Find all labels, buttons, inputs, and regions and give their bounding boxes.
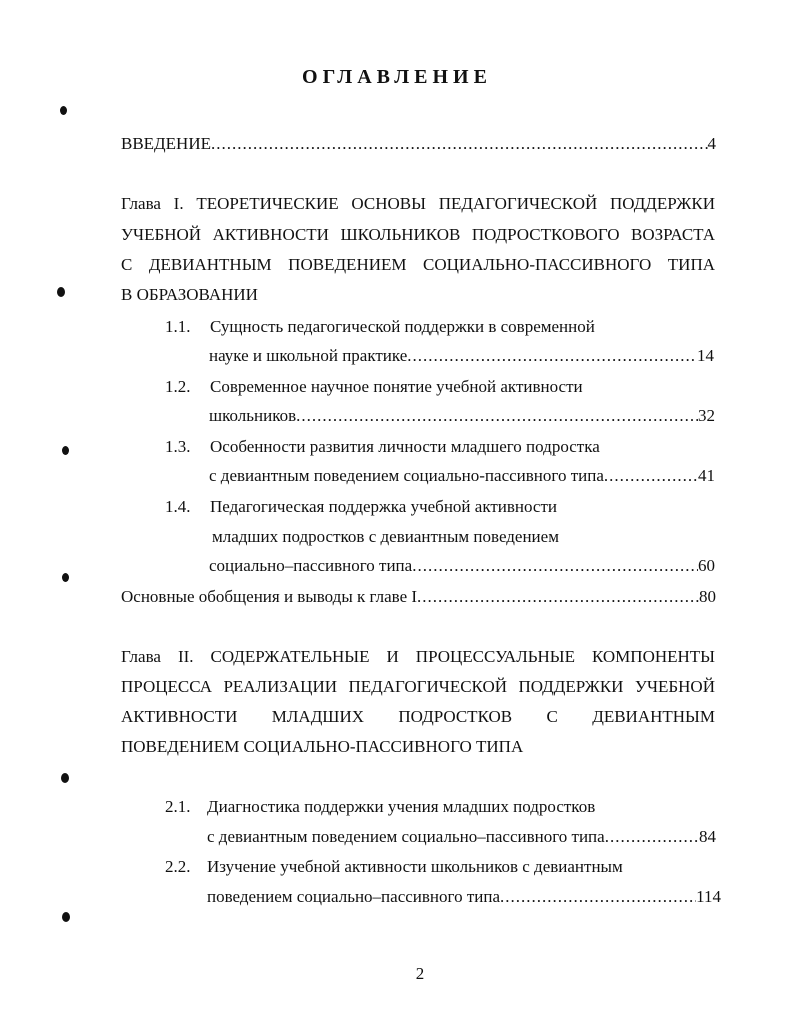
section-title-line[interactable]: Современное научное понятие учебной активности <box>210 377 583 396</box>
scan-speck <box>57 287 65 297</box>
toc-entry-page: 60 <box>698 556 715 575</box>
chapter-1-heading-line: Глава I. ТЕОРЕТИЧЕСКИЕ ОСНОВЫ ПЕДАГОГИЧЕСКОЙ ПОДДЕРЖКИ <box>121 194 715 213</box>
chapter-2-heading-line: ПРОЦЕССА РЕАЛИЗАЦИИ ПЕДАГОГИЧЕСКОЙ ПОДДЕРЖКИ УЧЕБНОЙ <box>121 677 715 696</box>
section-title-line: школьников <box>209 406 297 425</box>
toc-entry-1-1[interactable] <box>209 346 714 366</box>
section-title-line[interactable]: младших подростков с девиантным поведением <box>212 527 559 546</box>
toc-entry-2-2[interactable] <box>207 887 721 907</box>
toc-entry-1-2[interactable] <box>209 406 715 426</box>
chapter-2-heading-line: ПОВЕДЕНИЕМ СОЦИАЛЬНО-ПАССИВНОГО ТИПА <box>121 737 524 756</box>
scan-speck <box>62 446 69 455</box>
toc-entry-page: 14 <box>697 346 714 365</box>
chapter-2-heading-line: Глава II. СОДЕРЖАТЕЛЬНЫЕ И ПРОЦЕССУАЛЬНЫЕ КОМПОНЕНТЫ <box>121 647 715 666</box>
toc-entry-page: 114 <box>696 887 721 906</box>
toc-entry-page: 84 <box>699 827 716 846</box>
scan-speck <box>62 912 70 922</box>
section-title-line[interactable]: Педагогическая поддержка учебной активности <box>210 497 558 516</box>
toc-entry-page: 80 <box>699 587 716 606</box>
section-number: 2.2. <box>165 857 191 876</box>
section-number: 1.1. <box>165 317 191 336</box>
chapter-1-heading-line: В ОБРАЗОВАНИИ <box>121 285 258 304</box>
leader-dots <box>407 346 697 366</box>
leader-dots <box>417 587 699 607</box>
chapter-1-heading-line: С ДЕВИАНТНЫМ ПОВЕДЕНИЕМ СОЦИАЛЬНО-ПАССИВНОГО ТИПА <box>121 255 715 274</box>
section-title-line: поведением социально–пассивного типа <box>207 887 500 906</box>
leader-dots <box>604 466 698 486</box>
leader-dots <box>211 134 708 154</box>
section-number: 2.1. <box>165 797 191 816</box>
toc-entry-label: Основные обобщения и выводы к главе I <box>121 587 418 606</box>
toc-entry-2-1[interactable] <box>207 827 716 847</box>
toc-entry-page: 41 <box>698 466 715 485</box>
leader-dots <box>412 556 698 576</box>
leader-dots <box>296 406 698 426</box>
scan-speck <box>61 773 69 783</box>
section-title-line: науке и школьной практике <box>209 346 408 365</box>
toc-entry-summary-1[interactable] <box>121 587 716 607</box>
section-number: 1.3. <box>165 437 191 456</box>
leader-dots <box>605 827 699 847</box>
section-number: 1.2. <box>165 377 191 396</box>
toc-entry-1-3[interactable] <box>209 466 715 486</box>
section-title-line[interactable]: Диагностика поддержки учения младших подростков <box>207 797 596 816</box>
page-title: ОГЛАВЛЕНИЕ <box>302 66 492 88</box>
section-title-line[interactable]: Сущность педагогической поддержки в современной <box>210 317 595 336</box>
page-number: 2 <box>415 964 425 983</box>
toc-entry-page: 4 <box>707 134 716 153</box>
chapter-1-heading-line: УЧЕБНОЙ АКТИВНОСТИ ШКОЛЬНИКОВ ПОДРОСТКОВОГО ВОЗРАСТА <box>121 225 715 244</box>
scan-speck <box>60 106 67 115</box>
scan-speck <box>62 573 69 582</box>
toc-entry-intro[interactable] <box>121 134 716 154</box>
section-title-line[interactable]: Особенности развития личности младшего подростка <box>210 437 600 456</box>
section-title-line: социально–пассивного типа <box>209 556 413 575</box>
section-title-line[interactable]: Изучение учебной активности школьников с девиантным <box>207 857 623 876</box>
leader-dots <box>500 887 696 907</box>
section-title-line: с девиантным поведением социально–пассивного типа <box>207 827 605 846</box>
section-number: 1.4. <box>165 497 191 516</box>
toc-entry-label: ВВЕДЕНИЕ <box>121 134 211 153</box>
toc-entry-1-4[interactable] <box>209 556 715 576</box>
section-title-line: с девиантным поведением социально-пассивного типа <box>209 466 604 485</box>
chapter-2-heading-line: АКТИВНОСТИ МЛАДШИХ ПОДРОСТКОВ С ДЕВИАНТНЫМ <box>121 707 715 726</box>
toc-entry-page: 32 <box>698 406 715 425</box>
